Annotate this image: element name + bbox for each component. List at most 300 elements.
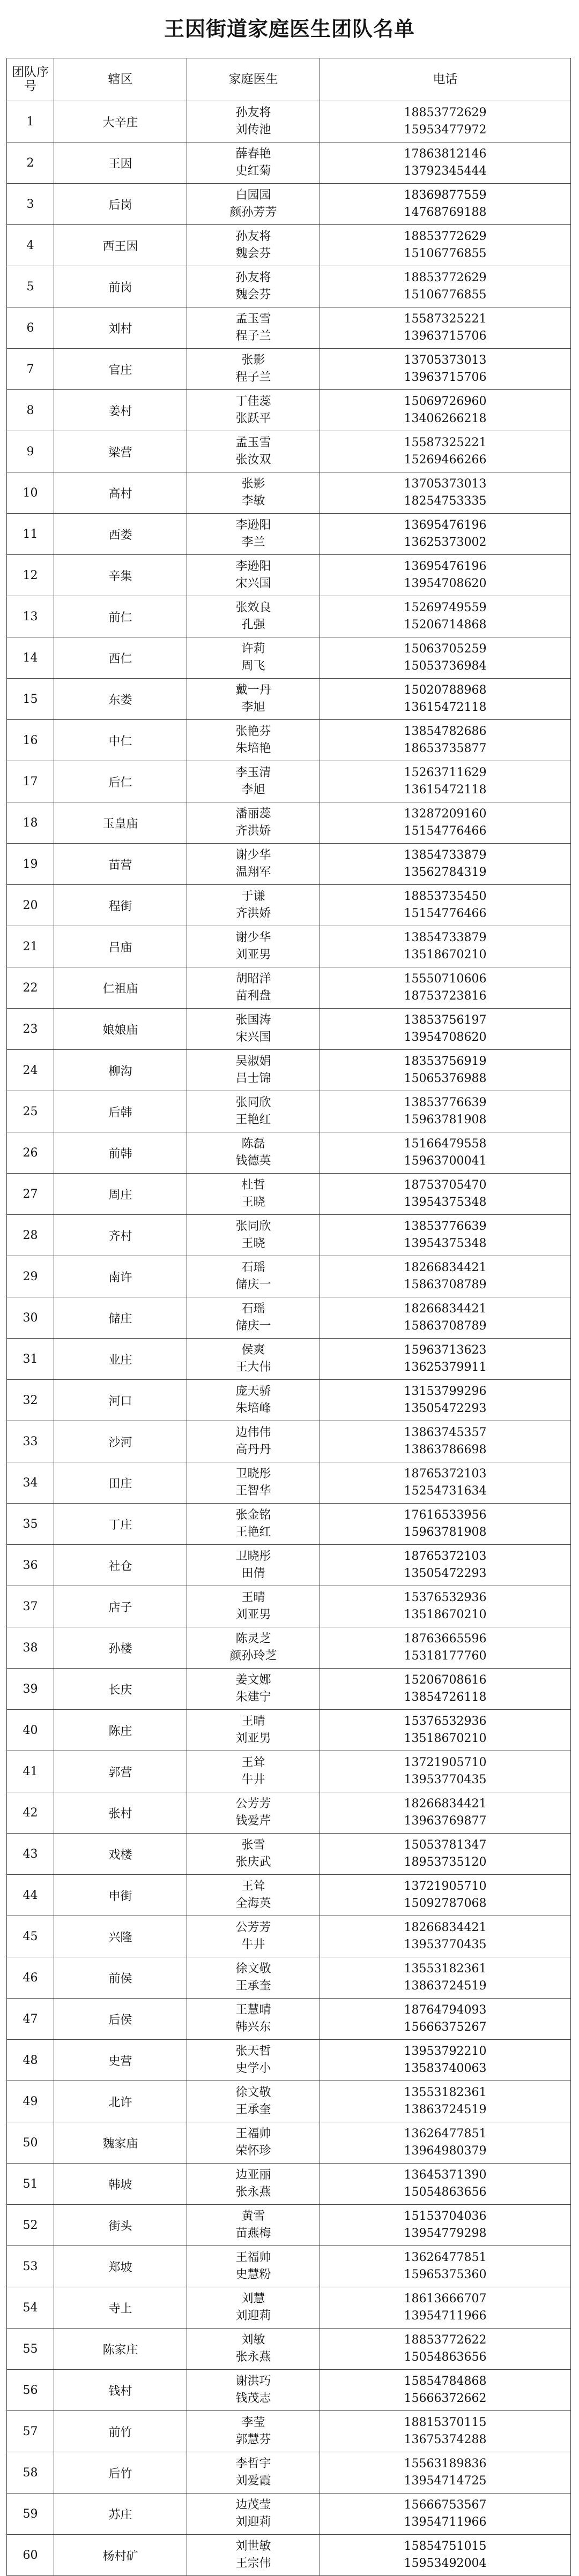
doctor-name: 徐文敬 (235, 2086, 271, 2099)
doctors-cell (187, 307, 320, 349)
doctor-name: 钱德英 (235, 1154, 271, 1168)
phone-number: 13954375348 (404, 1196, 487, 1209)
area-cell: 丁庄 (54, 1504, 187, 1545)
phone-number: 17616533956 (404, 1508, 487, 1522)
team-number-cell: 36 (7, 1545, 54, 1586)
team-number-cell: 22 (7, 967, 54, 1009)
phones-cell (320, 514, 571, 555)
area-cell: 寺上 (54, 2287, 187, 2329)
phone-number: 13553182361 (404, 2086, 487, 2099)
table-row (7, 637, 571, 679)
page-title: 王因街道家庭医生团队名单 (164, 17, 415, 41)
area-cell: 后竹 (54, 2452, 187, 2494)
team-number-cell: 1 (7, 101, 54, 142)
phone-number: 15963781908 (404, 1113, 487, 1126)
phone-number: 13954711966 (404, 2309, 487, 2323)
area-cell: 陈庄 (54, 1710, 187, 1751)
table-row (7, 1174, 571, 1215)
phones-cell (320, 390, 571, 431)
doctor-name: 荣怀珍 (235, 2144, 271, 2158)
area-cell: 前韩 (54, 1132, 187, 1174)
doctor-name: 张影 (241, 477, 265, 491)
doctor-name: 朱培艳 (235, 742, 271, 755)
table-row (7, 1627, 571, 1669)
phone-number: 13615472118 (404, 701, 487, 714)
phones-cell (320, 2452, 571, 2494)
phone-number: 13954708620 (404, 1031, 487, 1044)
table-row (7, 1751, 571, 1792)
table-row (7, 555, 571, 596)
phones-cell (320, 1091, 571, 1132)
area-cell: 史营 (54, 2040, 187, 2081)
area-cell: 西王因 (54, 225, 187, 266)
phone-number: 15154776466 (404, 907, 487, 920)
team-number-cell: 35 (7, 1504, 54, 1545)
doctors-cell (187, 349, 320, 390)
team-number-cell: 29 (7, 1256, 54, 1297)
phone-number: 13625373002 (404, 536, 487, 549)
doctor-name: 王宗伟 (235, 2557, 271, 2570)
area-cell: 杨村矿 (54, 2535, 187, 2576)
team-number-cell: 48 (7, 2040, 54, 2081)
table-row (7, 225, 571, 266)
phones-cell (320, 1875, 571, 1916)
doctor-name: 石瑶 (241, 1261, 265, 1274)
doctor-name: 陈磊 (241, 1137, 265, 1151)
phone-number: 15153704036 (404, 2210, 487, 2223)
phone-number: 13954714725 (404, 2474, 487, 2488)
table-row (7, 1669, 571, 1710)
doctor-name: 张金铭 (235, 1508, 271, 1522)
doctor-name: 边亚丽 (235, 2168, 271, 2182)
phone-number: 13645371390 (404, 2168, 487, 2182)
phone-number: 13853756197 (404, 1013, 487, 1027)
table-row (7, 1009, 571, 1050)
table-row (7, 2287, 571, 2329)
doctors-cell (187, 1339, 320, 1380)
doctors-cell (187, 2122, 320, 2164)
phone-number: 15053736984 (404, 659, 487, 673)
table-row (7, 1710, 571, 1751)
phone-number: 13626477851 (404, 2251, 487, 2264)
table-row (7, 1999, 571, 2040)
doctor-name: 李逊阳 (235, 560, 271, 573)
area-cell: 陈家庄 (54, 2329, 187, 2370)
table-row (7, 885, 571, 926)
area-cell: 店子 (54, 1586, 187, 1627)
phones-cell (320, 720, 571, 761)
team-number-cell: 31 (7, 1339, 54, 1380)
phone-number: 13505472293 (404, 1402, 487, 1415)
phones-cell (320, 2164, 571, 2205)
doctor-name: 刘慧 (241, 2292, 265, 2305)
phone-number: 18853772622 (404, 2333, 487, 2347)
table-row (7, 1050, 571, 1091)
phone-number: 13853776639 (404, 1096, 487, 1109)
doctor-name: 周飞 (241, 659, 265, 673)
doctor-name: 王晴 (241, 1715, 265, 1728)
phones-cell (320, 184, 571, 225)
doctors-cell (187, 1834, 320, 1875)
doctor-name: 公芳芳 (235, 1921, 271, 1934)
doctors-cell (187, 2246, 320, 2287)
area-cell: 娘娘庙 (54, 1009, 187, 1050)
phones-cell (320, 2040, 571, 2081)
phone-number: 13863745357 (404, 1426, 487, 1439)
doctors-cell (187, 926, 320, 967)
doctor-name: 程子兰 (235, 329, 271, 343)
doctor-name: 刘敏 (241, 2333, 265, 2347)
doctor-name: 潘丽蕊 (235, 807, 271, 821)
doctors-cell (187, 1627, 320, 1669)
table-row (7, 2164, 571, 2205)
doctor-name: 温翔军 (235, 866, 271, 879)
area-cell: 梁营 (54, 431, 187, 472)
team-number-cell: 13 (7, 596, 54, 637)
doctor-name: 齐洪娇 (235, 907, 271, 920)
area-cell: 西娄 (54, 514, 187, 555)
table-row (7, 2040, 571, 2081)
doctors-cell (187, 1009, 320, 1050)
doctor-name: 张天哲 (235, 2045, 271, 2058)
area-cell: 申街 (54, 1875, 187, 1916)
area-cell: 街头 (54, 2205, 187, 2246)
doctor-name: 王承奎 (235, 1979, 271, 1993)
team-number-cell: 59 (7, 2494, 54, 2535)
doctor-name: 朱建宁 (235, 1691, 271, 1704)
area-cell: 苗营 (54, 844, 187, 885)
table-row (7, 2494, 571, 2535)
phones-cell (320, 1339, 571, 1380)
doctors-cell (187, 1545, 320, 1586)
doctor-name: 储庆一 (235, 1278, 271, 1291)
phone-number: 15863708789 (404, 1319, 487, 1333)
phone-number: 18764794093 (404, 2003, 487, 2017)
team-number-cell: 3 (7, 184, 54, 225)
column-header-area: 辖区 (54, 58, 187, 101)
phone-number: 13705373013 (404, 477, 487, 491)
doctors-cell (187, 637, 320, 679)
phone-number: 13721905710 (404, 1756, 487, 1769)
table-row (7, 720, 571, 761)
phone-number: 15963713623 (404, 1343, 487, 1357)
area-cell: 沙河 (54, 1421, 187, 1462)
doctor-name: 王承奎 (235, 2103, 271, 2116)
doctors-cell (187, 555, 320, 596)
team-number-cell: 42 (7, 1792, 54, 1834)
doctor-name: 张永燕 (235, 2350, 271, 2364)
area-cell: 大辛庄 (54, 101, 187, 142)
table-row (7, 2535, 571, 2576)
phones-cell (320, 1462, 571, 1504)
phones-cell (320, 1792, 571, 1834)
phone-number: 15854751015 (404, 2540, 487, 2553)
area-cell: 东娄 (54, 679, 187, 720)
phone-number: 18953735120 (404, 1856, 487, 1869)
phones-cell (320, 225, 571, 266)
phone-number: 13854782686 (404, 725, 487, 738)
phone-number: 15092787068 (404, 1897, 487, 1910)
doctor-name: 张汝双 (235, 453, 271, 467)
phone-number: 13583740063 (404, 2062, 487, 2075)
area-cell: 仁祖庙 (54, 967, 187, 1009)
phone-number: 18853735450 (404, 890, 487, 903)
phones-cell (320, 555, 571, 596)
doctors-cell (187, 1380, 320, 1421)
doctor-name: 徐文敬 (235, 1962, 271, 1976)
phone-number: 13695476196 (404, 560, 487, 573)
doctor-name: 王智华 (235, 1484, 271, 1498)
area-cell: 兴隆 (54, 1916, 187, 1957)
doctor-name: 高丹丹 (235, 1443, 271, 1456)
table-row (7, 2452, 571, 2494)
team-number-cell: 55 (7, 2329, 54, 2370)
table-row (7, 2122, 571, 2164)
area-cell: 北许 (54, 2081, 187, 2122)
doctors-cell (187, 1256, 320, 1297)
doctor-name: 张庆武 (235, 1856, 271, 1869)
team-number-cell: 10 (7, 472, 54, 514)
phone-number: 13615472118 (404, 783, 487, 797)
phones-cell (320, 885, 571, 926)
doctor-name: 谢少华 (235, 848, 271, 862)
phone-number: 15020788968 (404, 684, 487, 697)
phone-number: 15666372662 (404, 2392, 487, 2405)
phones-cell (320, 926, 571, 967)
phone-number: 15206714868 (404, 618, 487, 632)
doctor-name: 牛井 (241, 1773, 265, 1786)
table-row (7, 142, 571, 184)
area-cell: 前竹 (54, 2411, 187, 2452)
team-number-cell: 40 (7, 1710, 54, 1751)
doctor-name: 颜孙芳芳 (229, 206, 277, 219)
phones-cell (320, 1421, 571, 1462)
phones-cell (320, 1132, 571, 1174)
phones-cell (320, 1669, 571, 1710)
team-number-cell: 50 (7, 2122, 54, 2164)
doctor-name: 张艳芬 (235, 725, 271, 738)
phones-cell (320, 1710, 571, 1751)
phone-number: 18266834421 (404, 1921, 487, 1934)
phone-number: 15587325221 (404, 312, 487, 326)
doctor-name: 颜孙玲芝 (229, 1649, 277, 1663)
doctor-name: 钱爱芹 (235, 1814, 271, 1828)
table-header-row (7, 58, 571, 101)
doctors-cell (187, 472, 320, 514)
doctors-cell (187, 761, 320, 802)
table-row (7, 2411, 571, 2452)
doctor-name: 杜哲 (241, 1178, 265, 1192)
table-row (7, 1297, 571, 1339)
table-row (7, 679, 571, 720)
phone-number: 15563189836 (404, 2457, 487, 2470)
area-cell: 长庆 (54, 1669, 187, 1710)
phone-number: 13854733879 (404, 931, 487, 944)
team-number-cell: 26 (7, 1132, 54, 1174)
table-row (7, 1545, 571, 1586)
table-row (7, 184, 571, 225)
doctor-name: 孟玉雪 (235, 436, 271, 449)
team-number-cell: 52 (7, 2205, 54, 2246)
phone-number: 13287209160 (404, 807, 487, 821)
doctors-cell (187, 1132, 320, 1174)
area-cell: 西仁 (54, 637, 187, 679)
area-cell: 韩坡 (54, 2164, 187, 2205)
doctor-name: 刘亚男 (235, 948, 271, 962)
phone-number: 15587325221 (404, 436, 487, 449)
team-number-cell: 32 (7, 1380, 54, 1421)
table-row (7, 431, 571, 472)
doctor-name: 程子兰 (235, 371, 271, 384)
team-roster-table (6, 58, 571, 2576)
phone-number: 13863786698 (404, 1443, 487, 1456)
table-row (7, 1586, 571, 1627)
phone-number: 13854733879 (404, 848, 487, 862)
phone-number: 18853772629 (404, 271, 487, 284)
team-number-cell: 53 (7, 2246, 54, 2287)
team-number-cell: 7 (7, 349, 54, 390)
area-cell: 郭营 (54, 1751, 187, 1792)
team-number-cell: 16 (7, 720, 54, 761)
team-number-cell: 38 (7, 1627, 54, 1669)
table-row (7, 1132, 571, 1174)
phones-cell (320, 1751, 571, 1792)
doctor-name: 王晓 (241, 1196, 265, 1209)
phones-cell (320, 967, 571, 1009)
doctors-cell (187, 1297, 320, 1339)
doctor-name: 戴一丹 (235, 684, 271, 697)
phones-cell (320, 2246, 571, 2287)
doctors-cell (187, 2205, 320, 2246)
phone-number: 13625379911 (404, 1361, 487, 1374)
doctors-cell (187, 2287, 320, 2329)
table-row (7, 1256, 571, 1297)
doctor-name: 韩兴东 (235, 2021, 271, 2034)
area-cell: 官庄 (54, 349, 187, 390)
phone-number: 15154776466 (404, 824, 487, 838)
team-number-cell: 37 (7, 1586, 54, 1627)
doctor-name: 边茂莹 (235, 2498, 271, 2512)
phone-number: 15318177760 (404, 1649, 487, 1663)
doctor-name: 刘迎莉 (235, 2309, 271, 2323)
phones-cell (320, 101, 571, 142)
team-number-cell: 27 (7, 1174, 54, 1215)
table-row (7, 1215, 571, 1256)
doctor-name: 郭慧芬 (235, 2433, 271, 2446)
area-cell: 南许 (54, 1256, 187, 1297)
column-header-doctor: 家庭医生 (187, 58, 320, 101)
area-cell: 柳沟 (54, 1050, 187, 1091)
phones-cell (320, 307, 571, 349)
doctors-cell (187, 1999, 320, 2040)
doctors-cell (187, 390, 320, 431)
area-cell: 郑坡 (54, 2246, 187, 2287)
phone-number: 13953792210 (404, 2045, 487, 2058)
phone-number: 13553182361 (404, 1962, 487, 1976)
phone-number: 15376532936 (404, 1715, 487, 1728)
team-number-cell: 20 (7, 885, 54, 926)
table-row (7, 1957, 571, 1999)
doctors-cell (187, 142, 320, 184)
team-number-cell: 58 (7, 2452, 54, 2494)
phone-number: 15206708616 (404, 1673, 487, 1687)
phone-number: 15963700041 (404, 1154, 487, 1168)
phones-cell (320, 1834, 571, 1875)
doctor-name: 朱培峰 (235, 1402, 271, 1415)
doctors-cell (187, 1710, 320, 1751)
table-row (7, 1421, 571, 1462)
table-row (7, 1504, 571, 1545)
doctor-name: 庞天骄 (235, 1385, 271, 1398)
team-number-cell: 11 (7, 514, 54, 555)
phones-cell (320, 596, 571, 637)
doctors-cell (187, 514, 320, 555)
phone-number: 13954375348 (404, 1237, 487, 1250)
doctor-name: 王耸 (241, 1880, 265, 1893)
phones-cell (320, 2370, 571, 2411)
doctor-name: 白园园 (235, 189, 271, 202)
doctors-cell (187, 1669, 320, 1710)
phone-number: 15106776855 (404, 247, 487, 260)
team-number-cell: 39 (7, 1669, 54, 1710)
doctor-name: 王福帅 (235, 2127, 271, 2141)
doctors-cell (187, 1174, 320, 1215)
doctor-name: 张永燕 (235, 2186, 271, 2199)
doctor-name: 黄雪 (241, 2210, 265, 2223)
team-number-cell: 46 (7, 1957, 54, 1999)
doctors-cell (187, 844, 320, 885)
area-cell: 姜村 (54, 390, 187, 431)
phone-number: 15069726960 (404, 395, 487, 408)
doctor-name: 苗利盘 (235, 989, 271, 1003)
phone-number: 18853772629 (404, 106, 487, 119)
phone-number: 13518670210 (404, 1608, 487, 1621)
doctors-cell (187, 2370, 320, 2411)
table-row (7, 2329, 571, 2370)
doctors-cell (187, 2040, 320, 2081)
phone-number: 18753705470 (404, 1178, 487, 1192)
doctor-name: 王艳红 (235, 1526, 271, 1539)
doctor-name: 卫晓彤 (235, 1550, 271, 1563)
phone-number: 15963781908 (404, 1526, 487, 1539)
phone-number: 15263711629 (404, 766, 487, 779)
team-number-cell: 12 (7, 555, 54, 596)
phones-cell (320, 142, 571, 184)
doctors-cell (187, 596, 320, 637)
table-row (7, 844, 571, 885)
phones-cell (320, 1297, 571, 1339)
doctor-name: 吴淑娟 (235, 1055, 271, 1068)
doctors-cell (187, 1091, 320, 1132)
doctor-name: 王艳红 (235, 1113, 271, 1126)
area-cell: 社仓 (54, 1545, 187, 1586)
area-cell: 戏楼 (54, 1834, 187, 1875)
phone-number: 15953492004 (404, 2557, 487, 2570)
team-number-cell: 4 (7, 225, 54, 266)
team-number-cell: 19 (7, 844, 54, 885)
doctor-name: 王福帅 (235, 2251, 271, 2264)
team-number-cell: 14 (7, 637, 54, 679)
team-number-cell: 54 (7, 2287, 54, 2329)
phone-number: 13963769877 (404, 1814, 487, 1828)
phone-number: 13954708620 (404, 577, 487, 590)
doctors-cell (187, 802, 320, 844)
phone-number: 15666375267 (404, 2021, 487, 2034)
phone-number: 18653735877 (404, 742, 487, 755)
doctors-cell (187, 1916, 320, 1957)
doctors-cell (187, 1586, 320, 1627)
area-cell: 吕庙 (54, 926, 187, 967)
